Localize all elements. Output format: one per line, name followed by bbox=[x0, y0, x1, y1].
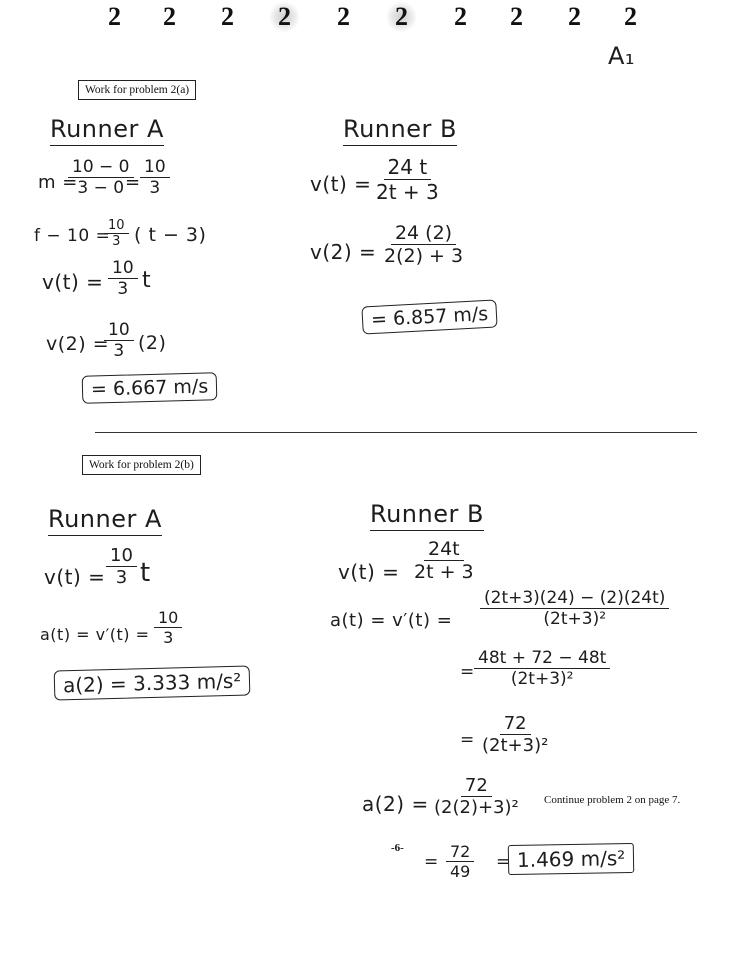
velocity-a-at-2-rhs: (2) bbox=[138, 332, 167, 354]
point-slope-rhs: ( t − 3) bbox=[134, 224, 207, 246]
velocity-b-2b-lhs: v(t) = bbox=[338, 560, 400, 584]
student-tag: A₁ bbox=[608, 42, 636, 70]
velocity-a-fraction: $\frac{10}{3}$ bbox=[108, 258, 138, 299]
accel-b-fraction: $\frac{(2t+3)(24) - (2)(24t)}{\text{(2t+3)²}}$ bbox=[480, 588, 669, 629]
page-digit: 2 bbox=[163, 2, 176, 31]
velocity-a-2b-fraction: $\frac{10}{3}$ bbox=[106, 545, 137, 588]
velocity-a-lhs: v(t) = bbox=[42, 270, 104, 294]
velocity-b-fraction: $\frac{24 t}{2t + 3}$ bbox=[376, 155, 439, 204]
accel-a-lhs: a(t) = v′(t) = bbox=[40, 625, 150, 644]
velocity-a-2b-lhs: v(t) = bbox=[44, 565, 106, 589]
continue-note: Continue problem 2 on page 7. bbox=[544, 794, 681, 806]
point-slope-lhs: f − 10 = bbox=[34, 226, 111, 246]
velocity-b-at-2-lhs: v(2) = bbox=[310, 240, 377, 264]
velocity-a-t: t bbox=[142, 268, 152, 293]
answer-box-2a-runner-b: = 6.857 m/s bbox=[361, 299, 497, 334]
answer-box-2b-runner-b: 1.469 m/s² bbox=[508, 843, 635, 875]
section-label-2b: Work for problem 2(b) bbox=[82, 455, 201, 475]
page-digit: 2 bbox=[624, 2, 637, 31]
velocity-b-lhs: v(t) = bbox=[310, 172, 372, 196]
answer-box-2b-runner-a: a(2) = 3.333 m/s² bbox=[54, 665, 251, 700]
velocity-a-at-2-fraction: $\frac{10}{3}$ bbox=[104, 320, 134, 361]
page-digit: 2 bbox=[108, 2, 121, 31]
section-label-2a: Work for problem 2(a) bbox=[78, 80, 196, 100]
accel-b-step2-fraction: $\frac{48t + 72 - 48t}{\text{(2t+3)²}}$ bbox=[474, 648, 610, 689]
accel-b-step3-equals: = bbox=[460, 730, 475, 750]
answer-box-2a-runner-a: = 6.667 m/s bbox=[82, 372, 218, 404]
accel-b-final-equals-2: = bbox=[496, 852, 511, 872]
velocity-a-at-2-lhs: v(2) = bbox=[46, 333, 110, 355]
accel-b-final-equals: = bbox=[424, 852, 439, 872]
slope-result-fraction: $\frac{10}{3}$ bbox=[140, 157, 170, 198]
page-digit: 2 bbox=[387, 2, 416, 32]
slope-lhs: m = bbox=[38, 172, 78, 193]
slope-fraction: $\frac{10 - 0}{3 - 0}$ bbox=[68, 157, 134, 198]
runner-a-heading-2b: Runner A bbox=[48, 505, 162, 536]
slope-equals: = bbox=[125, 172, 141, 193]
accel-b-at-2-lhs: a(2) = bbox=[362, 792, 429, 816]
page-digit: 2 bbox=[510, 2, 523, 31]
accel-b-at-2-fraction: $\frac{72}{\text{(2(2)+3)²}}$ bbox=[434, 775, 519, 818]
accel-a-fraction: $\frac{10}{3}$ bbox=[154, 608, 182, 647]
page-number: -6- bbox=[391, 842, 404, 854]
page-digit: 2 bbox=[454, 2, 467, 31]
runner-b-heading: Runner B bbox=[343, 115, 457, 146]
accel-b-final-fraction: $\frac{72}{49}$ bbox=[446, 842, 474, 881]
runner-a-heading: Runner A bbox=[50, 115, 164, 146]
velocity-b-at-2-fraction: $\frac{24 (2)}{2(2) + 3}$ bbox=[384, 222, 464, 267]
accel-b-lhs: a(t) = v′(t) = bbox=[330, 610, 453, 631]
page-digit: 2 bbox=[270, 2, 299, 32]
velocity-a-2b-t: t bbox=[140, 558, 151, 588]
accel-b-step2-equals: = bbox=[460, 662, 475, 682]
section-divider bbox=[95, 432, 697, 433]
page-number-strip bbox=[100, 0, 660, 36]
point-slope-fraction: $\frac{10}{3}$ bbox=[104, 218, 129, 249]
accel-b-step3-fraction: $\frac{72}{\text{(2t+3)²}}$ bbox=[482, 713, 549, 756]
velocity-b-2b-fraction: $\frac{24t}{2t + 3}$ bbox=[414, 538, 474, 583]
runner-b-heading-2b: Runner B bbox=[370, 500, 484, 531]
page-digit: 2 bbox=[337, 2, 350, 31]
page-digit: 2 bbox=[221, 2, 234, 31]
page-digit: 2 bbox=[568, 2, 581, 31]
